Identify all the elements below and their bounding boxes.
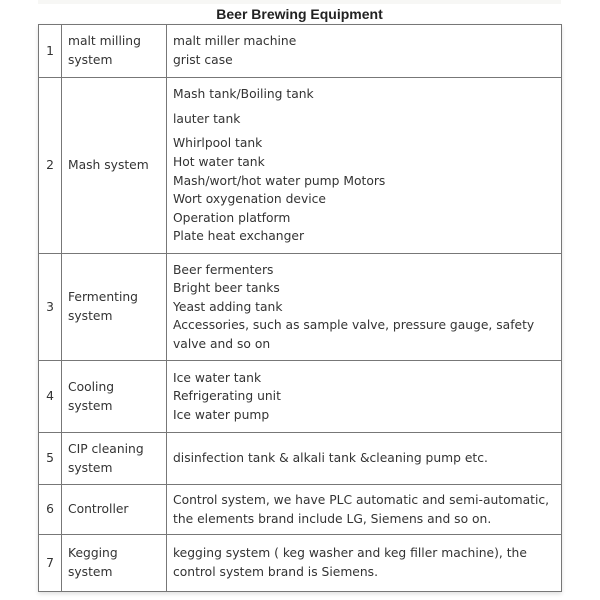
item-line: Bright beer tanks bbox=[173, 281, 280, 296]
item-line: Beer fermenters bbox=[173, 262, 274, 277]
item-line: Operation platform bbox=[173, 210, 291, 225]
item-line: Accessories, such as sample valve, pressure gauge, safety bbox=[173, 318, 535, 333]
row-number: 4 bbox=[39, 361, 62, 433]
system-name bbox=[62, 254, 167, 361]
system-line: system bbox=[68, 398, 113, 413]
item-line: Mash/wort/hot water pump Motors bbox=[173, 173, 386, 188]
system-line: Fermenting bbox=[68, 290, 138, 305]
row-number: 7 bbox=[39, 535, 62, 592]
table-row bbox=[39, 25, 562, 78]
item-line: the elements brand include LG, Siemens and so on. bbox=[173, 511, 492, 526]
system-name bbox=[62, 361, 167, 433]
item-line: valve and so on bbox=[173, 336, 271, 351]
item-line: grist case bbox=[173, 53, 233, 67]
item-line: Whirlpool tank bbox=[173, 136, 263, 151]
system-name bbox=[62, 433, 167, 485]
system-line: Mash system bbox=[68, 158, 149, 173]
system-name bbox=[62, 78, 167, 254]
table-row bbox=[39, 535, 562, 592]
equipment-items bbox=[167, 78, 562, 254]
system-name bbox=[62, 25, 167, 78]
system-name bbox=[62, 535, 167, 592]
equipment-items bbox=[167, 254, 562, 361]
system-line: system bbox=[68, 460, 113, 475]
item-line: Yeast adding tank bbox=[173, 299, 283, 314]
row-number: 6 bbox=[39, 485, 62, 535]
equipment-items bbox=[167, 25, 562, 78]
item-line: malt miller machine bbox=[173, 34, 297, 49]
system-line: Kegging bbox=[68, 546, 118, 561]
row-number: 5 bbox=[39, 433, 62, 485]
table-row bbox=[39, 485, 562, 535]
equipment-items bbox=[167, 361, 562, 433]
system-line: Controller bbox=[68, 502, 129, 517]
table-row bbox=[39, 361, 562, 433]
table-row bbox=[39, 433, 562, 485]
equipment-table bbox=[38, 24, 562, 592]
system-line: Cooling bbox=[68, 379, 115, 394]
item-line: disinfection tank & alkali tank &cleaning pump etc. bbox=[173, 451, 488, 466]
table-row bbox=[39, 254, 562, 361]
system-line: CIP cleaning bbox=[68, 441, 144, 456]
table-title: Beer Brewing Equipment bbox=[216, 6, 383, 22]
row-number: 1 bbox=[39, 25, 62, 78]
item-line: kegging system ( keg washer and keg filler machine), the bbox=[173, 546, 527, 561]
system-line: malt milling bbox=[68, 34, 141, 49]
item-line: Ice water tank bbox=[173, 370, 262, 385]
equipment-items bbox=[167, 535, 562, 592]
row-number: 2 bbox=[39, 78, 62, 254]
item-line: Control system, we have PLC automatic and semi-automatic, bbox=[173, 492, 550, 507]
item-line: Mash tank/Boiling tank bbox=[173, 87, 314, 102]
item-line: Hot water tank bbox=[173, 154, 265, 169]
system-line: system bbox=[68, 565, 113, 579]
system-name bbox=[62, 485, 167, 535]
equipment-items bbox=[167, 485, 562, 535]
system-line: system bbox=[68, 53, 113, 67]
item-line: Plate heat exchanger bbox=[173, 229, 305, 244]
item-line: Wort oxygenation device bbox=[173, 192, 327, 207]
item-line: lauter tank bbox=[173, 111, 241, 126]
table-row bbox=[39, 78, 562, 254]
item-line: Ice water pump bbox=[173, 407, 270, 422]
system-line: system bbox=[68, 309, 113, 323]
item-line: Refrigerating unit bbox=[173, 389, 281, 404]
row-number: 3 bbox=[39, 254, 62, 361]
equipment-items bbox=[167, 433, 562, 485]
item-line: control system brand is Siemens. bbox=[173, 565, 378, 579]
